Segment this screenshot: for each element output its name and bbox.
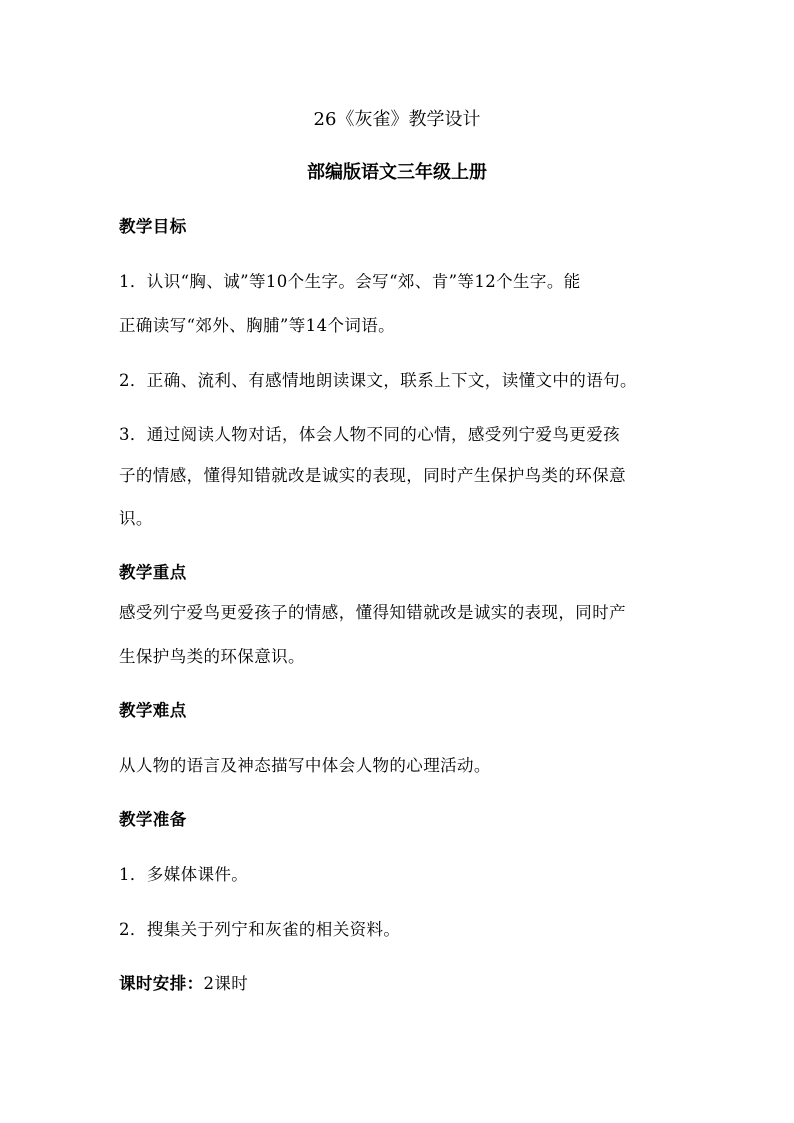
section-heading-objectives: 教学目标 (119, 217, 187, 236)
objective-3-line-1: 3．通过阅读人物对话，体会人物不同的心情，感受列宁爱鸟更爱孩 (119, 425, 620, 444)
objective-3-line-2: 子的情感，懂得知错就改是诚实的表现，同时产生保护鸟类的环保意 (119, 466, 626, 485)
preparation-item-2: 2．搜集关于列宁和灰雀的相关资料。 (119, 920, 401, 939)
document-title: 26《灰雀》教学设计 (313, 109, 481, 130)
document-subtitle: 部编版语文三年级上册 (307, 162, 487, 183)
preparation-item-1: 1．多媒体课件。 (119, 865, 249, 884)
schedule-line (119, 973, 248, 995)
schedule-value: 2课时 (203, 974, 249, 993)
difficulties-line-1: 从人物的语言及神态描写中体会人物的心理活动。 (119, 756, 491, 775)
schedule-label: 课时安排： (119, 974, 204, 993)
objective-3-line-3: 识。 (119, 509, 153, 528)
key-points-line-2: 生保护鸟类的环保意识。 (119, 647, 305, 666)
section-heading-key-points: 教学重点 (119, 563, 187, 582)
objective-2: 2．正确、流利、有感情地朗读课文，联系上下文，读懂文中的语句。 (119, 371, 637, 390)
section-heading-difficulties: 教学难点 (119, 701, 187, 720)
objective-1-line-2: 正确读写“郊外、胸脯”等14个词语。 (119, 316, 396, 335)
key-points-line-1: 感受列宁爱鸟更爱孩子的情感，懂得知错就改是诚实的表现，同时产 (119, 603, 626, 622)
objective-1-line-1: 1．认识“胸、诚”等10个生字。会写“郊、肯”等12个生字。能 (119, 272, 581, 291)
section-heading-preparation: 教学准备 (119, 810, 187, 829)
